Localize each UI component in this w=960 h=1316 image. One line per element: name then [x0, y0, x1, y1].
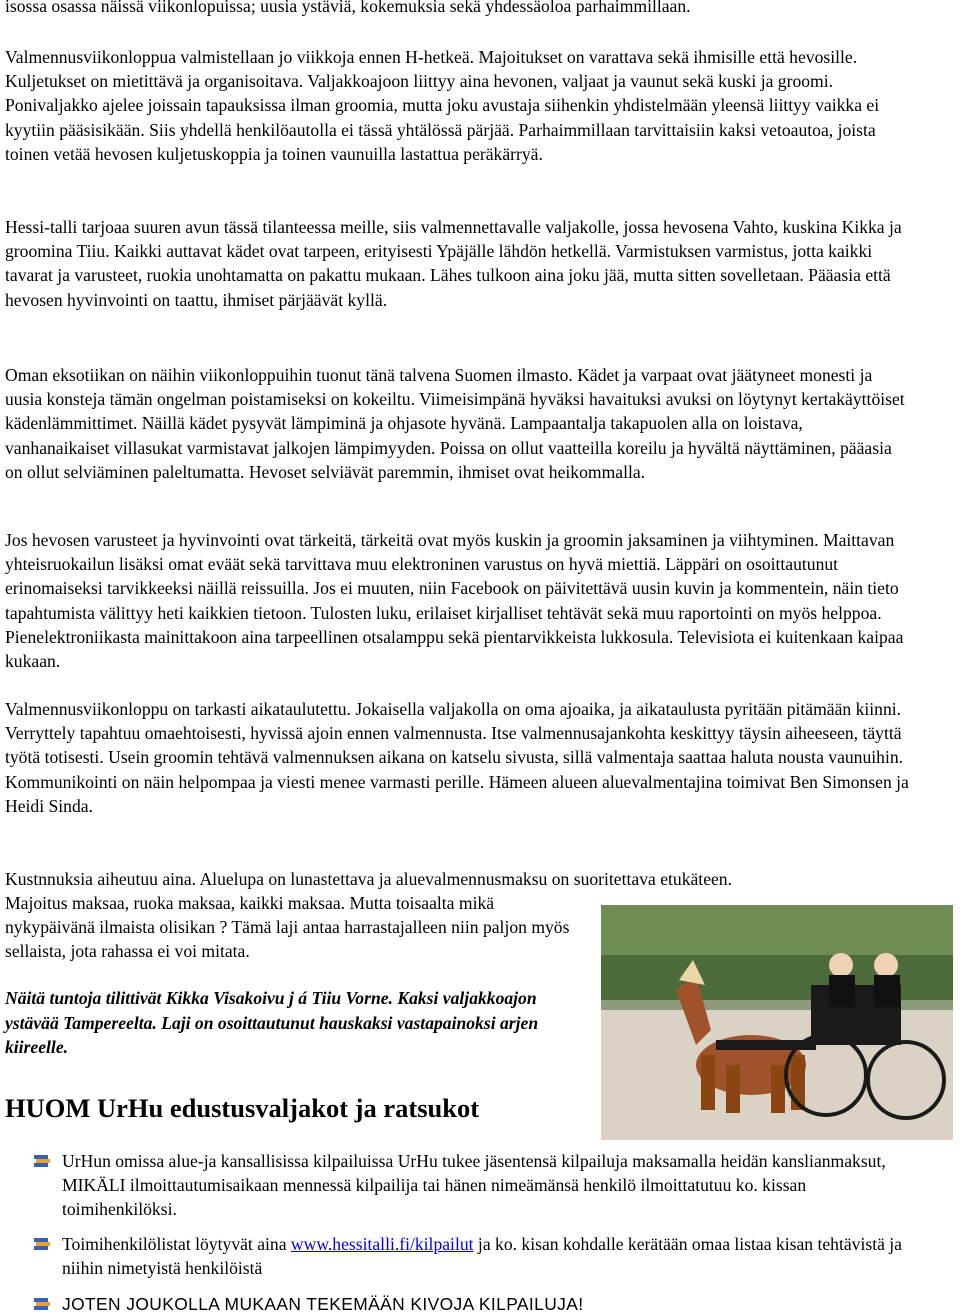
bullet-text: UrHun omissa alue-ja kansallisissa kilpailuissa UrHu tukee jäsentensä kilpailuja maksamalla heidän kanslianmaksut, MIKÄLI ilmoittautumisaikaan mennessä kilpailija tai hänen nimeämänsä henkilö ilmoittatutuu ko. kissan toimihenkilöksi. — [62, 1151, 886, 1220]
author-credit: Näitä tuntoja tilittivät Kikka Visakoivu j á Tiiu Vorne. Kaksi valjakkoajon ystävää Tampereelta. Laji on osoittautunut hauskaksi vastapainoksi arjen kiireelle. — [5, 988, 539, 1057]
book-stack-icon — [33, 1297, 51, 1311]
section-heading: HUOM UrHu edustusvaljakot ja ratsukot — [5, 1093, 480, 1123]
paragraph-costs-continued: Majoitus maksaa, ruoka maksaa, kaikki maksaa. Mutta toisaalta mikä nykypäivänä ilmaista olisikan ? Tämä laji antaa harrastajalleen niin paljon myös sellaista, jota rahassa ei voi mitata. — [5, 893, 570, 962]
paragraph-climate: Oman eksotiikan on näihin viikonloppuihin tuonut tänä talvena Suomen ilmasto. Kädet ja varpaat ovat jäätyneet monesti ja uusia konsteja tämän ongelman poistamiseksi on kokeiltu. Viimeisimpänä hyväksi havaituksi avuksi on löytynyt kertakäyttöiset kädenlämmittimet. Näillä kädet pysyvät lämpiminä ja ohjasote hyvänä. Lampaantalja takapuolen alla on loistava, vanhanaikaiset villasukat varmistavat jalkojen lämpimyyden. Poissa on ollut vaatteilla koreilu ja hyvältä näyttäminen, pääasia on ollut selviäminen paleltumatta. Hevoset selviävät paremmin, ihmiset ovat heikommalla. — [5, 365, 905, 482]
paragraph-intro-tail: isossa osassa näissä viikonlopuissa; uusia ystäviä, kokemuksia sekä yhdessäoloa parhaimmillaan. — [5, 0, 691, 16]
paragraph-costs: Kustnnuksia aiheutuu aina. Aluelupa on lunastettava ja aluevalmennusmaksu on suoritettava etukäteen. — [5, 869, 733, 889]
paragraph-preparation: Valmennusviikonloppua valmistellaan jo viikkoja ennen H-hetkeä. Majoitukset on varattava sekä ihmisille että hevosille. Kuljetukset on mietittävä ja organisoitava. Valjakkoajoon liittyy aina hevonen, valjaat ja vaunut sekä kuski ja groomi. Ponivaljakko ajelee joissain tapauksissa ilman groomia, mutta joku avustaja siihenkin yhdistelmään yleensä liittyy vaikka ei kyytiin pääsisikään. Siis yhdellä henkilöautolla ei tässä yhtälössä pärjää. Parhaimmillaan tarvittaisiin kaksi vetoautoa, joista toinen vetää hevosen kuljetuskoppia ja toinen vaunuilla lastattua peräkärryä. — [5, 47, 880, 164]
paragraph-wellbeing: Jos hevosen varusteet ja hyvinvointi ovat tärkeitä, tärkeitä ovat myös kuskin ja groomin jaksaminen ja viihtyminen. Maittavan yhteisruokailun lisäksi omat eväät sekä tarvittava muu elektroninen varustus on hyvä miettiä. Läppäri on osoittautunut erinomaiseksi tarvikkeeksi näillä reissuilla. Jos ei muuten, niin Facebook on päivitettävä uusin kuvin ja kommentein, näin tieto tapahtumista välittyy heti kaikkien tietoon. Tulosten luku, erilaiset kirjalliset tehtävät sekä muu raportointi on myös helppoa. Pienelektroniikasta mainittakoon aina tarpeellinen otsalamppu sekä pientarvikkeista lukkosula. Televisiota ei kuitenkaan kaipaa kukaan. — [5, 530, 904, 672]
bullet-text: JOTEN JOUKOLLA MUKAAN TEKEMÄÄN KIVOJA KILPAILUJA! — [62, 1294, 584, 1314]
bullet-text-after-link: ja ko. kisan kohdalle kerätään omaa listaa kisan tehtävistä ja niihin nimetyistä henkilöistä — [62, 1234, 902, 1279]
paragraph-hessi-talli: Hessi-talli tarjoaa suuren avun tässä tilanteessa meille, siis valmennettavalle valjakolle, jossa hevosena Vahto, kuskina Kikka ja groomina Tiiu. Kaikki auttavat kädet ovat tarpeen, erityisesti Ypäjälle lähdön hetkellä. Varmistuksen varmistus, jotta kaikki tavarat ja varusteet, ruokia unohtamatta on pakattu mukaan. Lähes tulkoon aina joku jää, mutta sitten sovelletaan. Pääasia että hevosen hyvinvointi on taattu, ihmiset pärjäävät kyllä. — [5, 217, 902, 310]
paragraph-schedule: Valmennusviikonloppu on tarkasti aikataulutettu. Jokaisella valjakolla on oma ajoaika, ja aikataulusta pyritään pitämään kiinni. Verryttely tapahtuu omaehtoisesti, hyvissä ajoin ennen valmennusta. Itse valmennusajankohta keskittyy täysin aiheeseen, täyttä työtä totisesti. Usein groomin tehtävä valmennuksen aikana on katselu sivusta, sillä valmentaja saattaa haluta nousta vaunuihin. Kommunikointi on näin helpompaa ja viesti menee varmasti perille. Hämeen alueen aluevalmentajina toimivat Ben Simonsen ja Heidi Sinda. — [5, 699, 909, 816]
book-stack-icon — [33, 1154, 51, 1168]
kilpailut-link[interactable]: www.hessitalli.fi/kilpailut — [290, 1234, 474, 1254]
bullet-text-before-link: Toimihenkilölistat löytyvät aina — [62, 1234, 291, 1254]
horse-carriage-photo — [601, 905, 953, 1140]
bullet-text — [62, 1232, 922, 1280]
book-stack-icon — [33, 1237, 51, 1251]
